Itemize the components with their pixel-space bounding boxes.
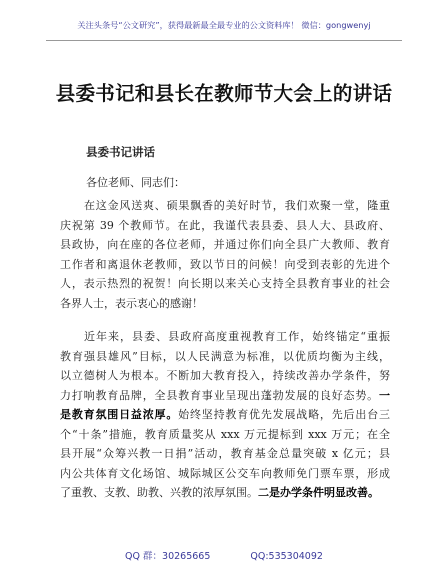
paragraph-line: 庆祝第 39 个教师节。在此，我谨代表县委、县人大、县政府、 — [60, 218, 390, 232]
paragraph-line: 县政协，向在座的各位老师，并通过你们向全县广大教师、教育 — [60, 238, 390, 251]
paragraph-1 — [60, 196, 390, 313]
paragraph-line: 教育强县雄风”目标，以人民满意为标准，以优质均衡为主线， — [60, 349, 390, 363]
paragraph-line: 工作者和离退休老教师，致以节日的问候！向受到表彰的先进个 — [60, 257, 390, 271]
paragraph-line: 是教育氛围日益浓厚。始终坚持教育优先发展战略，先后出台三 — [60, 408, 390, 421]
qq-group: QQ 群：30265665 — [125, 551, 211, 562]
paragraph-line: 个“十条”措施，教育质量奖从 xxx 万元提标到 xxx 万元；在全 — [60, 427, 390, 441]
bold-lead: 是教育氛围日益浓厚。 — [60, 408, 179, 421]
document-title: 县委书记和县长在教师节大会上的讲话 — [55, 82, 393, 105]
paragraph-line: 人，表示热烈的祝贺！向长期以来关心支持全县教育事业的社会 — [60, 277, 390, 290]
bold-lead: 二是办学条件明显改善。 — [258, 486, 379, 499]
qq-number: QQ:535304092 — [250, 551, 323, 562]
paragraph-line: 了重教、支教、助教、兴教的浓厚氛围。二是办学条件明显改善。 — [60, 486, 379, 499]
paragraph-line: 在这金风送爽、硕果飘香的美好时节，我们欢聚一堂，隆重 — [84, 199, 390, 212]
section-heading: 县委书记讲话 — [86, 145, 155, 159]
paragraph-2 — [60, 327, 390, 503]
paragraph-line: 以立德树人为根本。不断加大教育投入，持续改善办学条件，努 — [60, 369, 390, 382]
header-divider — [46, 40, 402, 41]
paragraph-line: 近年来，县委、县政府高度重视教育工作，始终锚定“重振 — [84, 330, 390, 343]
header-banner: 关注头条号“公文研究”，获得最新最全最专业的公文资料库！ 微信：gongwenyj — [77, 20, 371, 30]
paragraph-line: 内公共体育文化场馆、城际城区公交车向教师免门票车票，形成 — [60, 466, 390, 480]
paragraph-line: 县开展“众筹兴教一日捐”活动，教育基金总量突破 x 亿元；县 — [60, 447, 390, 460]
paragraph-line: 力打响教育品牌，全县教育事业呈现出蓬勃发展的良好态势。一 — [60, 388, 390, 402]
salutation: 各位老师、同志们： — [86, 176, 185, 189]
paragraph-line: 各界人士，表示衷心的感谢！ — [60, 296, 203, 310]
bold-lead: 一 — [379, 388, 390, 402]
footer-contact — [0, 548, 448, 562]
